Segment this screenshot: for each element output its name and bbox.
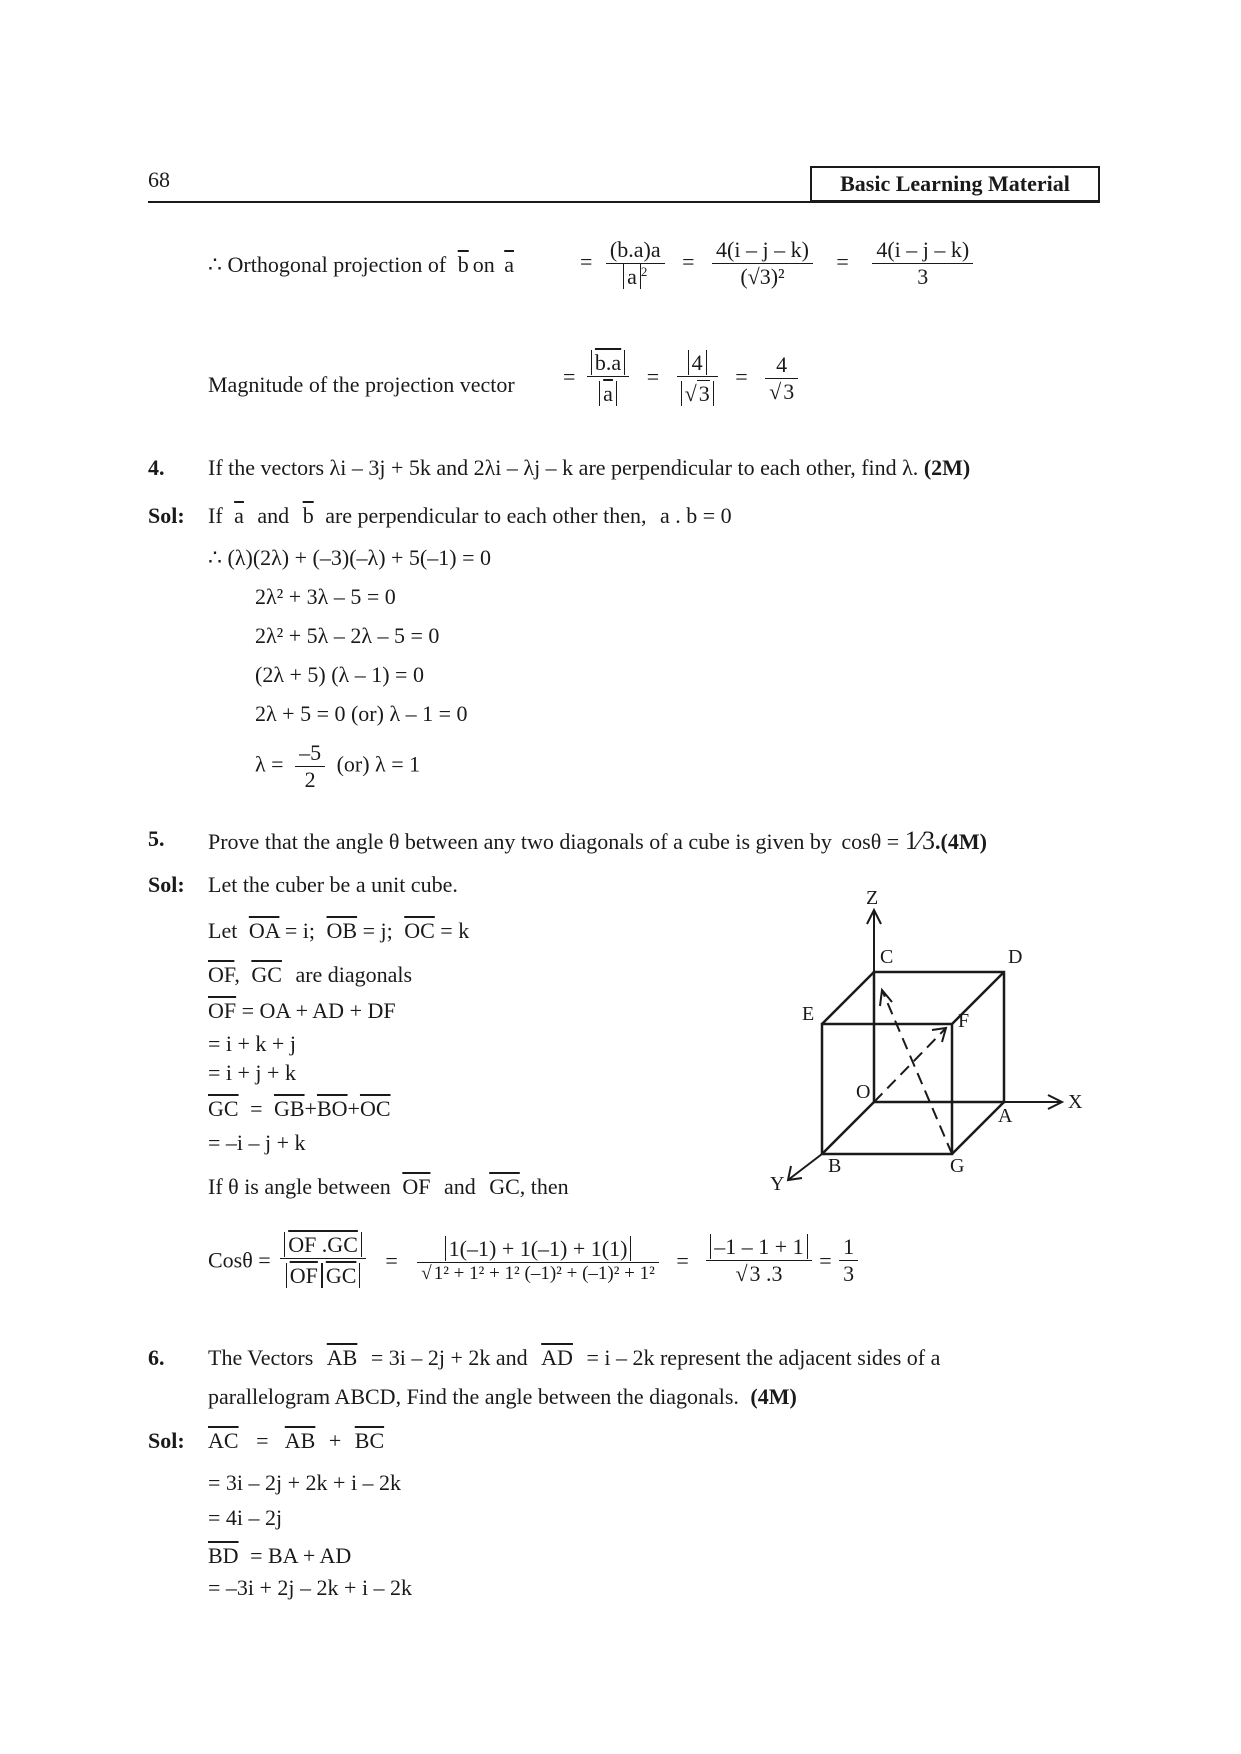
q4-line-1: ∴ (λ)(2λ) + (–3)(–λ) + 5(–1) = 0 — [208, 545, 491, 570]
q6-number: 6. — [148, 1345, 165, 1370]
q4-sol-intro: If $\overline{a}$ and $\overline{b}$ are perpendicular to each other then, a . b = 0 — [208, 503, 732, 528]
diagonal-gc — [882, 990, 952, 1154]
diagonal-of — [874, 1028, 946, 1102]
q4-line-5: 2λ + 5 = 0 (or) λ – 1 = 0 — [255, 701, 468, 726]
cube-label-g: G — [950, 1155, 965, 1177]
q5-text: Prove that the angle θ between any two diagonals of a cube is given by cosθ = 1⁄3.(4M) — [208, 826, 987, 855]
q6-ac-eq: $\overline{AC} = \overline{AB} + \overline{BC}$ — [208, 1428, 385, 1453]
projection-formula: = $\frac{(b.a)a}{a ^2}$ = $\frac{4(i - j - k)}{\text{(√3)²}}$ = $\frac{4(i - j - k)}{3}$ — [580, 237, 973, 290]
cos-fraction-3: $\frac{-1 - 1 + 1}{√3 .3}$ — [706, 1234, 811, 1287]
header-rule — [148, 201, 1100, 203]
q6-text-line1: The Vectors $\overline{AB} = 3i - 2j + 2k$ and $\overline{AD} = i - 2k$ represent the adjacent sides of a — [208, 1345, 941, 1370]
cube-label-c: C — [880, 946, 894, 968]
cos-fraction-4: $\frac{1}{3}$ — [839, 1234, 858, 1287]
q6-text-line2: parallelogram ABCD, Find the angle between the diagonals. (4M) — [208, 1384, 797, 1409]
q4-line-3: 2λ² + 5λ – 2λ – 5 = 0 — [255, 623, 440, 648]
cube-label-f: F — [958, 1010, 970, 1032]
q5-angle-line: If θ is angle between $\overline{OF}$ and $\overline{GC}$, then — [208, 1174, 569, 1199]
cube-label-b: B — [828, 1155, 842, 1177]
header-title: Basic Learning Material — [810, 166, 1100, 202]
page-number: 68 — [148, 167, 170, 192]
magnitude-fraction-2: $\frac{4}{√3}$ — [677, 350, 718, 407]
cube-label-z: Z — [866, 890, 879, 909]
q6-line-l1: = 3i – 2j + 2k + i – 2k — [208, 1470, 402, 1495]
q6-sol-label: Sol: — [148, 1428, 185, 1453]
magnitude-fraction-3: $\frac{4}{√3}$ — [765, 352, 798, 405]
magnitude-label: Magnitude of the projection vector — [208, 372, 515, 397]
q5-diagonals-line: $\overline{OF}$, $\overline{GC}$ are diagonals — [208, 962, 413, 987]
q6-line-l2: = 4i – 2j — [208, 1505, 283, 1530]
cube-label-d: D — [1008, 946, 1023, 968]
projection-fraction-1: $\frac{(b.a)a}{a ^2}$ — [606, 237, 665, 290]
q5-line-l2: = i + j + k — [208, 1060, 296, 1085]
cube-label-a: A — [998, 1105, 1013, 1127]
q6-bd-eq: $\overline{BD}$ = BA + AD — [208, 1543, 352, 1568]
cos-fraction-1: $\frac{OF .GC}{\overline{OF} \overline{GC}}$ — [280, 1232, 366, 1289]
q5-cos-formula: Cosθ = $\frac{OF .GC}{\overline{OF} \overline{GC}}$ = $\frac{1(-1) + 1(-1) + 1(1)}{\text{√ 1² + 1² + 1² (–1)² + (–1)² + 1²}}$ = $\frac{-1 - 1 + 1}{√3 .3}$ = $\frac{1}{3}$ — [208, 1232, 858, 1289]
q5-number: 5. — [148, 826, 165, 851]
q5-line-l1: = i + k + j — [208, 1031, 296, 1056]
q4-final-fraction: $\frac{-5}{2}$ — [295, 740, 325, 793]
q5-gc-eq: $\overline{GC} = \overline{GB}+\overline{BO}+\overline{OC}$ — [208, 1096, 391, 1121]
cube-diagram — [770, 890, 1100, 1210]
y-axis — [788, 1154, 822, 1180]
q5-of-eq: $\overline{OF}$ = OA + AD + DF — [208, 998, 396, 1023]
projection-intro: ∴ Orthogonal projection of $\overline{b}$ on $\overline{a}$ — [208, 252, 514, 277]
cube-label-x: X — [1068, 1091, 1083, 1113]
q6-line-l3: = –3i + 2j – 2k + i – 2k — [208, 1575, 413, 1600]
cube-label-y: Y — [770, 1173, 785, 1195]
q5-sol-line1: Let the cuber be a unit cube. — [208, 872, 458, 897]
magnitude-formula: = $\frac{b.a}{a}$ = $\frac{4}{√3}$ = $\frac{4}{√3}$ — [563, 350, 798, 407]
q4-line-2: 2λ² + 3λ – 5 = 0 — [255, 584, 396, 609]
q4-line-4: (2λ + 5) (λ – 1) = 0 — [255, 662, 424, 687]
projection-fraction-3: $\frac{4(i - j - k)}{3}$ — [872, 237, 973, 290]
magnitude-fraction-1: $\frac{b.a}{a}$ — [587, 350, 629, 407]
cube-label-e: E — [802, 1003, 815, 1025]
q4-sol-label: Sol: — [148, 503, 185, 528]
projection-fraction-2: $\frac{4(i - j - k)}{\text{(√3)²}}$ — [712, 237, 813, 290]
q5-line-l3: = –i – j + k — [208, 1130, 306, 1155]
q5-sol-label: Sol: — [148, 872, 185, 897]
q4-final: λ = $\frac{-5}{2}$ (or) λ = 1 — [255, 740, 421, 792]
q4-number: 4. — [148, 455, 165, 480]
q4-text: If the vectors λi – 3j + 5k and 2λi – λj – k are perpendicular to each other, find λ. (2M) — [208, 455, 971, 480]
cos-fraction-2: $\frac{1(-1) + 1(-1) + 1(1)}{\text{√ 1² + 1² + 1² (–1)² + (–1)² + 1²}}$ — [417, 1236, 659, 1285]
q5-let-line: Let $\overline{OA} = i$; $\overline{OB} = j$; $\overline{OC} = k$ — [208, 918, 470, 943]
cube-label-o: O — [856, 1081, 871, 1103]
